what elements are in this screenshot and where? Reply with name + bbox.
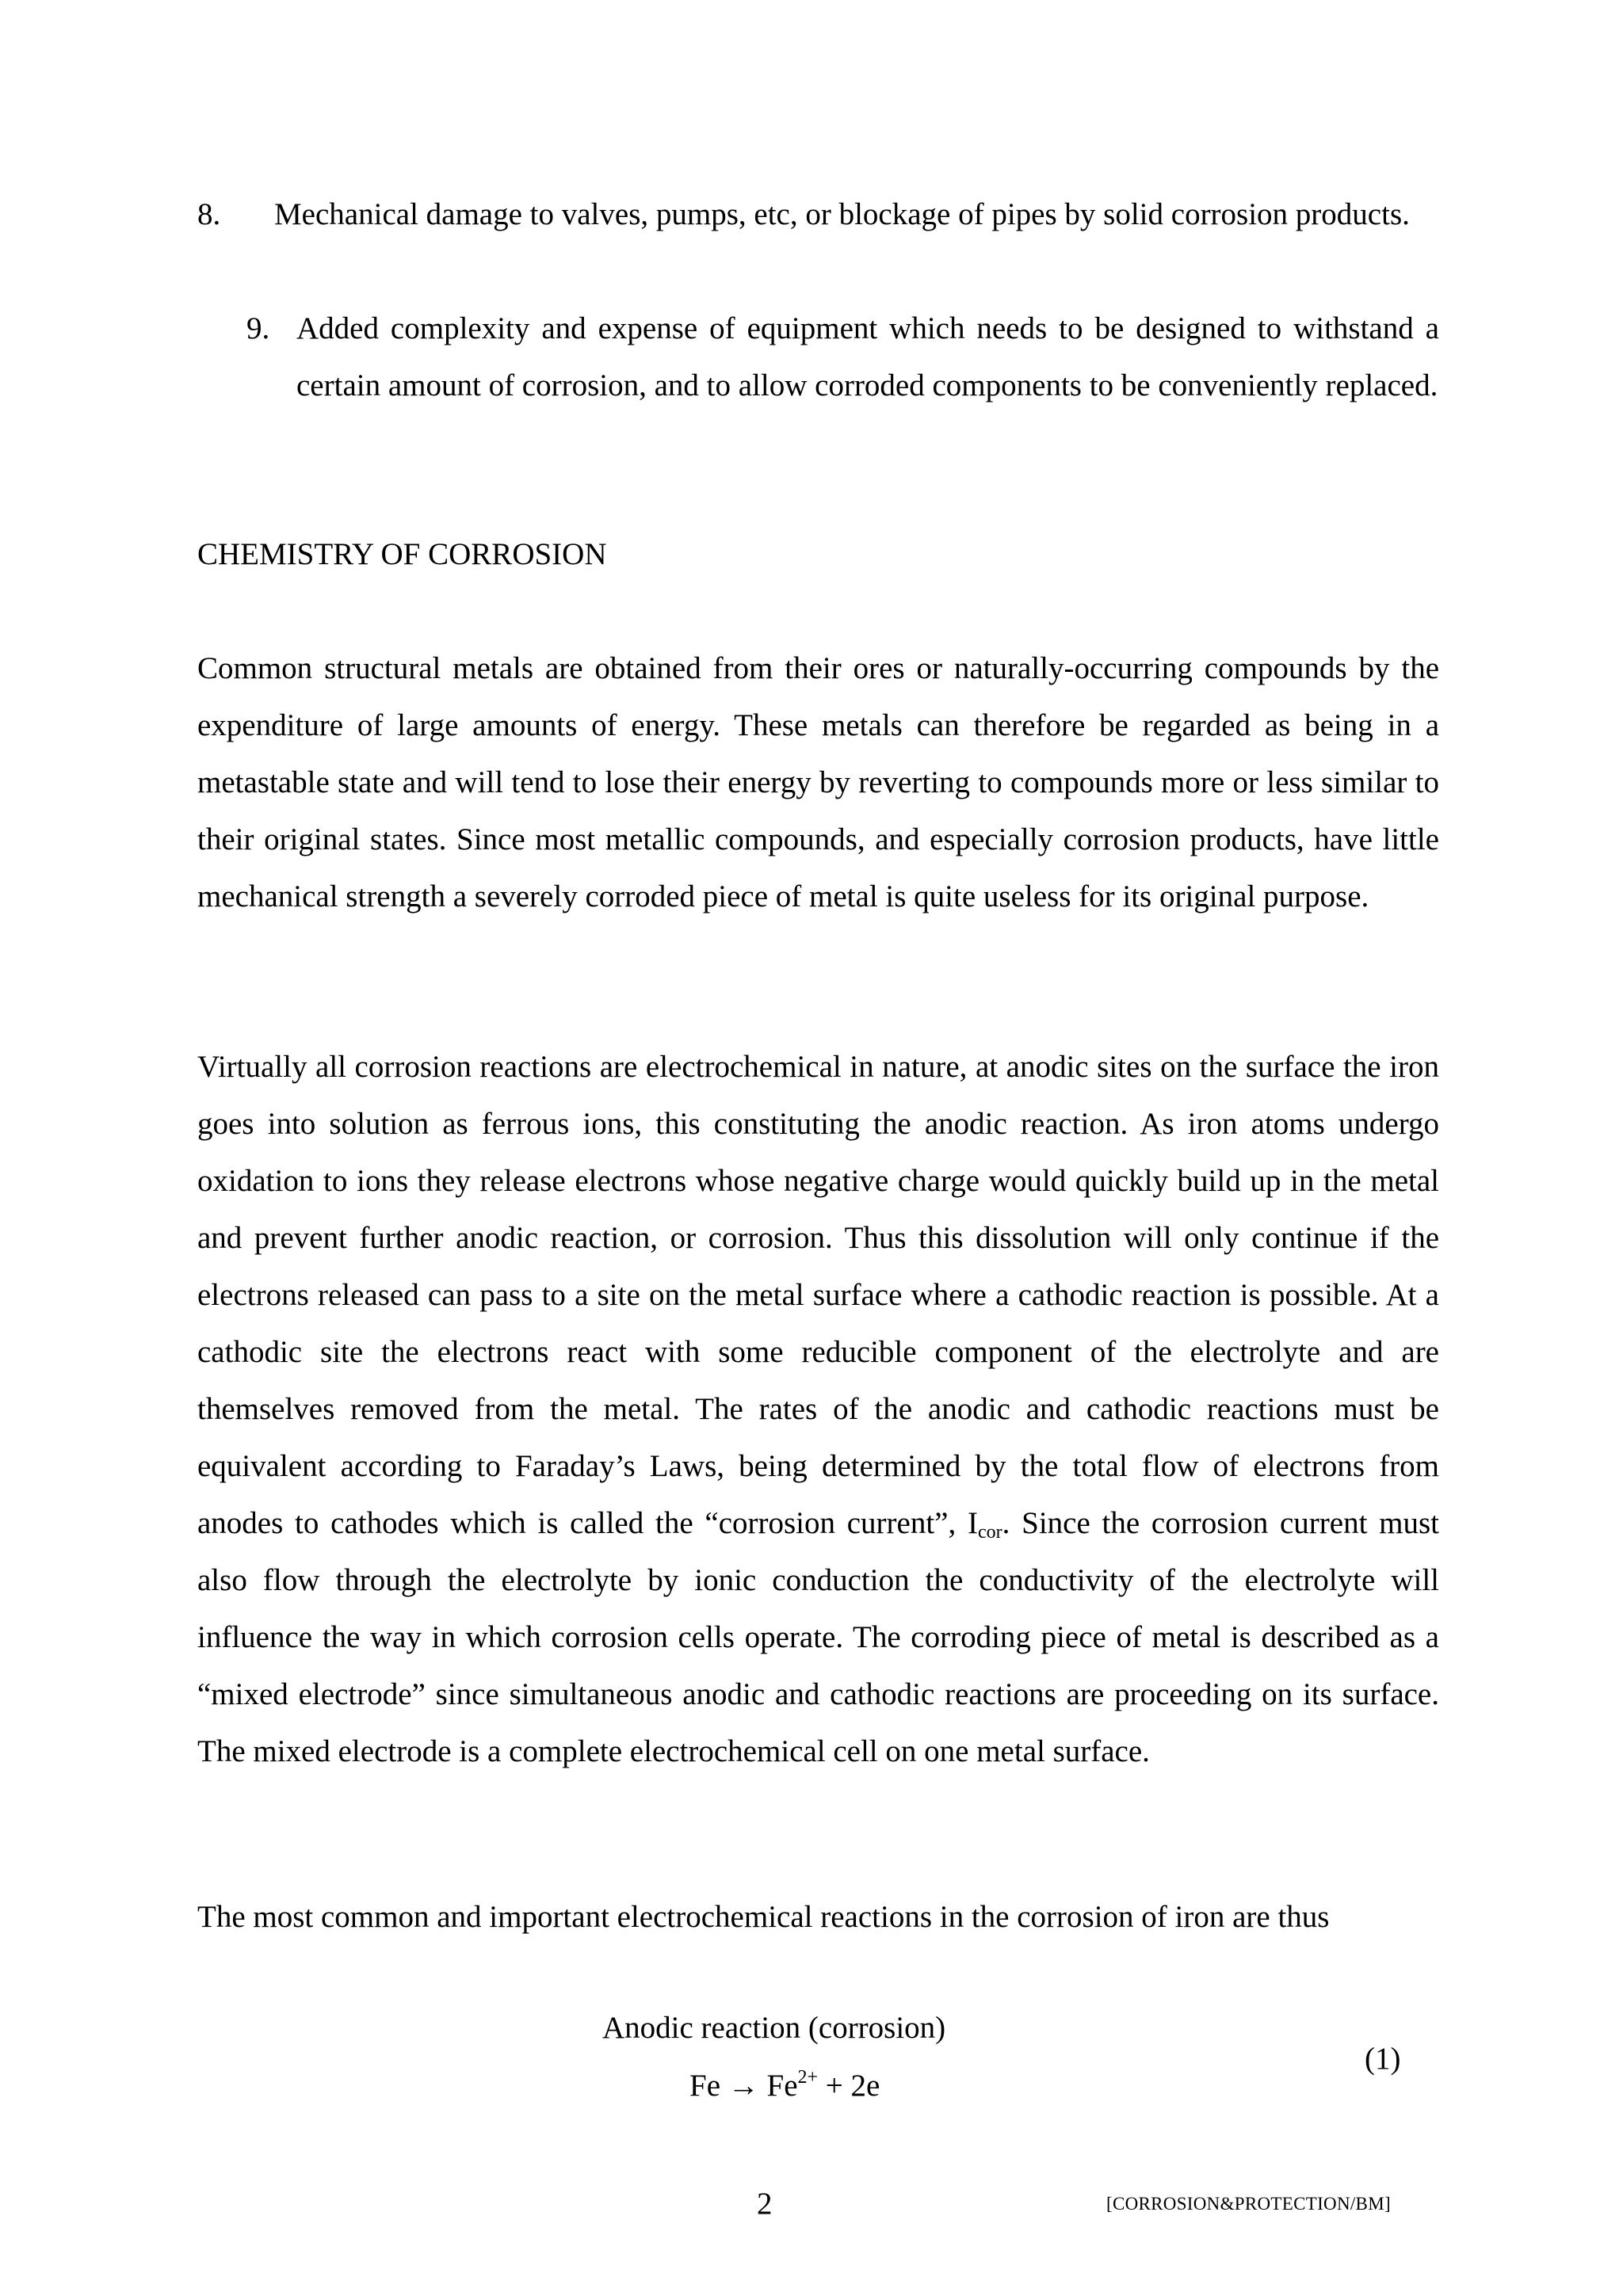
paragraph-reactions-intro: The most common and important electrochemical reactions in the corrosion of iron are thus	[197, 1900, 1330, 1934]
list-item-8-text: Mechanical damage to valves, pumps, etc, or blockage of pipes by solid corrosion products.	[274, 197, 1410, 231]
list-item-9-text: Added complexity and expense of equipment which needs to be designed to withstand a certain amount of corrosion, and to allow corroded components to be conveniently replaced.	[296, 311, 1439, 402]
equation-lhs: Fe → Fe	[689, 2069, 798, 2103]
equation-number: (1)	[1365, 2042, 1401, 2076]
paragraph-electrochemical-rest: . Since the corrosion current must also flow through the electrolyte by ionic conduction the conductivity of the electrolyte will influence the way in which corrosion cells operate. The corroding piece of metal is described as a “mixed electrode” since simultaneous anodic and cathodic reactions are proceeding on its surface. The mixed electrode is a complete electrochemical cell on one metal surface.	[197, 1506, 1440, 1768]
section-heading: CHEMISTRY OF CORROSION	[197, 537, 607, 571]
equation-superscript: 2+	[797, 2067, 819, 2088]
current-subscript: cor	[977, 1522, 1002, 1543]
page-number: 2	[757, 2187, 773, 2221]
paragraph-electrochemical-main: Virtually all corrosion reactions are electrochemical in nature, at anodic sites on the surface the iron goes into solution as ferrous ions, this constituting the anodic reaction. As iron atoms undergo oxidation to ions they release electrons whose negative charge would quickly build up in the metal and prevent further anodic reaction, or corrosion. Thus this dissolution will only continue if the electrons released can pass to a site on the metal surface where a cathodic reaction is possible. At a cathodic site the electrons react with some reducible component of the electrolyte and are themselves removed from the metal. The rates of the anodic and cathodic reactions must be equivalent according to Faraday’s Laws, being determined by the total flow of electrons from anodes to cathodes which is called the “corrosion current”, I	[197, 1050, 1439, 1540]
document-tag: [CORROSION&PROTECTION/BM]	[1106, 2194, 1391, 2214]
paragraph-energy: Common structural metals are obtained from their ores or naturally-occurring compounds by the expenditure of large amounts of energy. These metals can therefore be regarded as being in a metastable state and will tend to lose their energy by reverting to compounds more or less similar to their original states. Since most metallic compounds, and especially corrosion products, have little mechanical strength a severely corroded piece of metal is quite useless for its original purpose.	[197, 651, 1439, 913]
list-item-9-number: 9.	[246, 311, 270, 345]
list-item-8-number: 8.	[197, 197, 221, 231]
equation-formula	[689, 2058, 880, 2115]
equation-rhs: + 2e	[818, 2069, 880, 2103]
equation-title: Anodic reaction (corrosion)	[602, 2011, 946, 2045]
paragraph-electrochemical	[197, 1039, 1439, 1780]
